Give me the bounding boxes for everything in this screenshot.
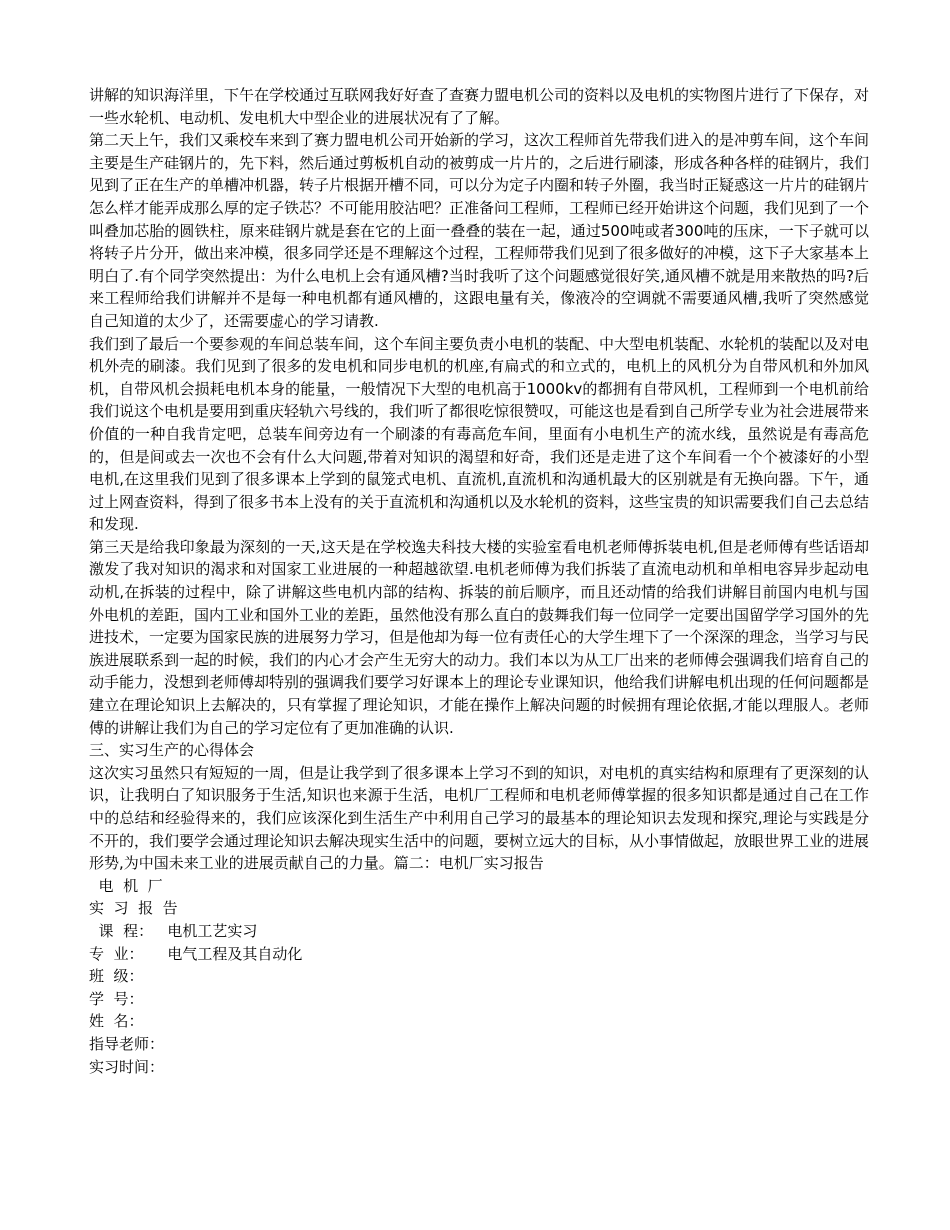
section-heading: 三、实习生产的心得体会 <box>89 741 255 760</box>
document-page <box>89 84 869 1078</box>
paragraph-day-three: 第三天是给我印象最为深刻的一天,这天是在学校逸夫科技大楼的实验室看电机老师傅拆装电机,但是老师傅有些话语却激发了我对知识的渴求和对国家工业进展的一种超越欲望.电机老师傅为我们拆装了直流电动机和单相电容异步起动电动机,在拆装的过程中，除了讲解这些电机内部的结构、拆装的前后顺序，而且还动情的给我们讲解目前国内电机与国外电机的差距，国内工业和国外工业的差距，虽然他没有那么直白的鼓舞我们每一位同学一定要出国留学学习国外的先进技术，一定要为国家民族的进展努力学习，但是他却为每一位有责任心的大学生埋下了一个深深的理念，当学习与民族进展联系到一起的时候，我们的内心才会产生无穷大的动力。我们本以为从工厂出来的老师傅会强调我们培育自己的动手能力，没想到老师傅却特别的强调我们要学习好课本上的理论专业课知识，他给我们讲解电机出现的任何问题都是建立在理论知识上去解决的，只有掌握了理论知识，才能在操作上解决问题的时候拥有理论依据,才能以理服人。老师傅的讲解让我们为自己的学习定位有了更加准确的认识. <box>89 537 870 737</box>
cover-major: 专 业： 电气工程及其自动化 <box>89 944 303 963</box>
cover-period: 实习时间： <box>89 1057 165 1076</box>
cover-title-line1: 电 机 厂 <box>89 876 163 895</box>
cover-course: 课 程： 电机工艺实习 <box>89 921 258 940</box>
paragraph-intro: 讲解的知识海洋里，下午在学校通过互联网我好好查了查赛力盟电机公司的资料以及电机的实物图片进行了下保存，对一些水轮机、电动机、发电机大中型企业的进展状况有了了解。 <box>89 86 870 127</box>
cover-student-id: 学 号： <box>89 989 144 1008</box>
cover-advisor: 指导老师： <box>89 1034 165 1053</box>
cover-class: 班 级： <box>89 967 144 986</box>
paragraph-day-two: 第二天上午，我们又乘校车来到了赛力盟电机公司开始新的学习，这次工程师首先带我们进入的是冲剪车间，这个车间主要是生产硅钢片的，先下料，然后通过剪板机自动的被剪成一片片的，之后进行刷漆，形成各种各样的硅钢片，我们见到了正在生产的单槽冲机器，转子片根据开槽不同，可以分为定子内圈和转子外圈，我当时正疑惑这一片片的硅钢片怎么样才能弄成那么厚的定子铁芯？不可能用胶沾吧？正准备问工程师，工程师已经开始讲这个问题，我们见到了一个叫叠加芯胎的圆铁柱，原来硅钢片就是套在它的上面一叠叠的装在一起，通过500吨或者300吨的压床，一下子就可以将转子片分开，做出来冲模，很多同学还是不理解这个过程，工程师带我们见到了很多做好的冲模，这下子大家基本上明白了.有个同学突然提出：为什么电机上会有通风槽?当时我听了这个问题感觉很好笑,通风槽不就是用来散热的吗?后来工程师给我们讲解并不是每一种电机都有通风槽的，这跟电量有关，像液冷的空调就不需要通风槽,我听了突然感觉自己知道的太少了，还需要虚心的学习请教. <box>89 131 870 330</box>
paragraph-summary: 这次实习虽然只有短短的一周，但是让我学到了很多课本上学习不到的知识，对电机的真实结构和原理有了更深刻的认识，让我明白了知识服务于生活,知识也来源于生活，电机厂工程师和电机老师傅掌握的很多知识都是通过自己在工作中的总结和经验得来的，我们应该深化到生活生产中利用自己学习的最基本的理论知识去发现和探究,理论与实践是分不开的，我们要学会通过理论知识去解决现实生活中的问题，要树立远大的目标，从小事情做起，放眼世界工业的进展形势,为中国未来工业的进展贡献自己的力量。篇二：电机厂实习报告 <box>89 763 870 873</box>
paragraph-assembly-workshop: 我们到了最后一个要参观的车间总装车间，这个车间主要负责小电机的装配、中大型电机装配、水轮机的装配以及对电机外壳的刷漆。我们见到了很多的发电机和同步电机的机座,有扁式的和立式的，电机上的风机分为自带风机和外加风机，自带风机会损耗电机本身的能量，一般情况下大型的电机高于1000kv的都拥有自带风机，工程师到一个电机前给我们说这个电机是要用到重庆轻轨六号线的，我们听了都很吃惊很赞叹，可能这也是看到自己所学专业为社会进展带来价值的一种自我肯定吧，总装车间旁边有一个刷漆的有毒高危车间，里面有小电机生产的流水线，虽然说是有毒高危的，但是间或去一次也不会有什么大问题,带着对知识的渴望和好奇，我们还是走进了这个车间看一个个被漆好的小型电机,在这里我们见到了很多课本上学到的鼠笼式电机、直流机,直流机和沟通机最大的区别就是有无换向器。下午，通过上网查资料，得到了很多书本上没有的关于直流机和沟通机以及水轮机的资料，这些宝贵的知识需要我们自己去总结和发现. <box>89 334 870 534</box>
cover-name: 姓 名： <box>89 1012 144 1031</box>
cover-title-line2: 实 习 报 告 <box>89 899 178 918</box>
